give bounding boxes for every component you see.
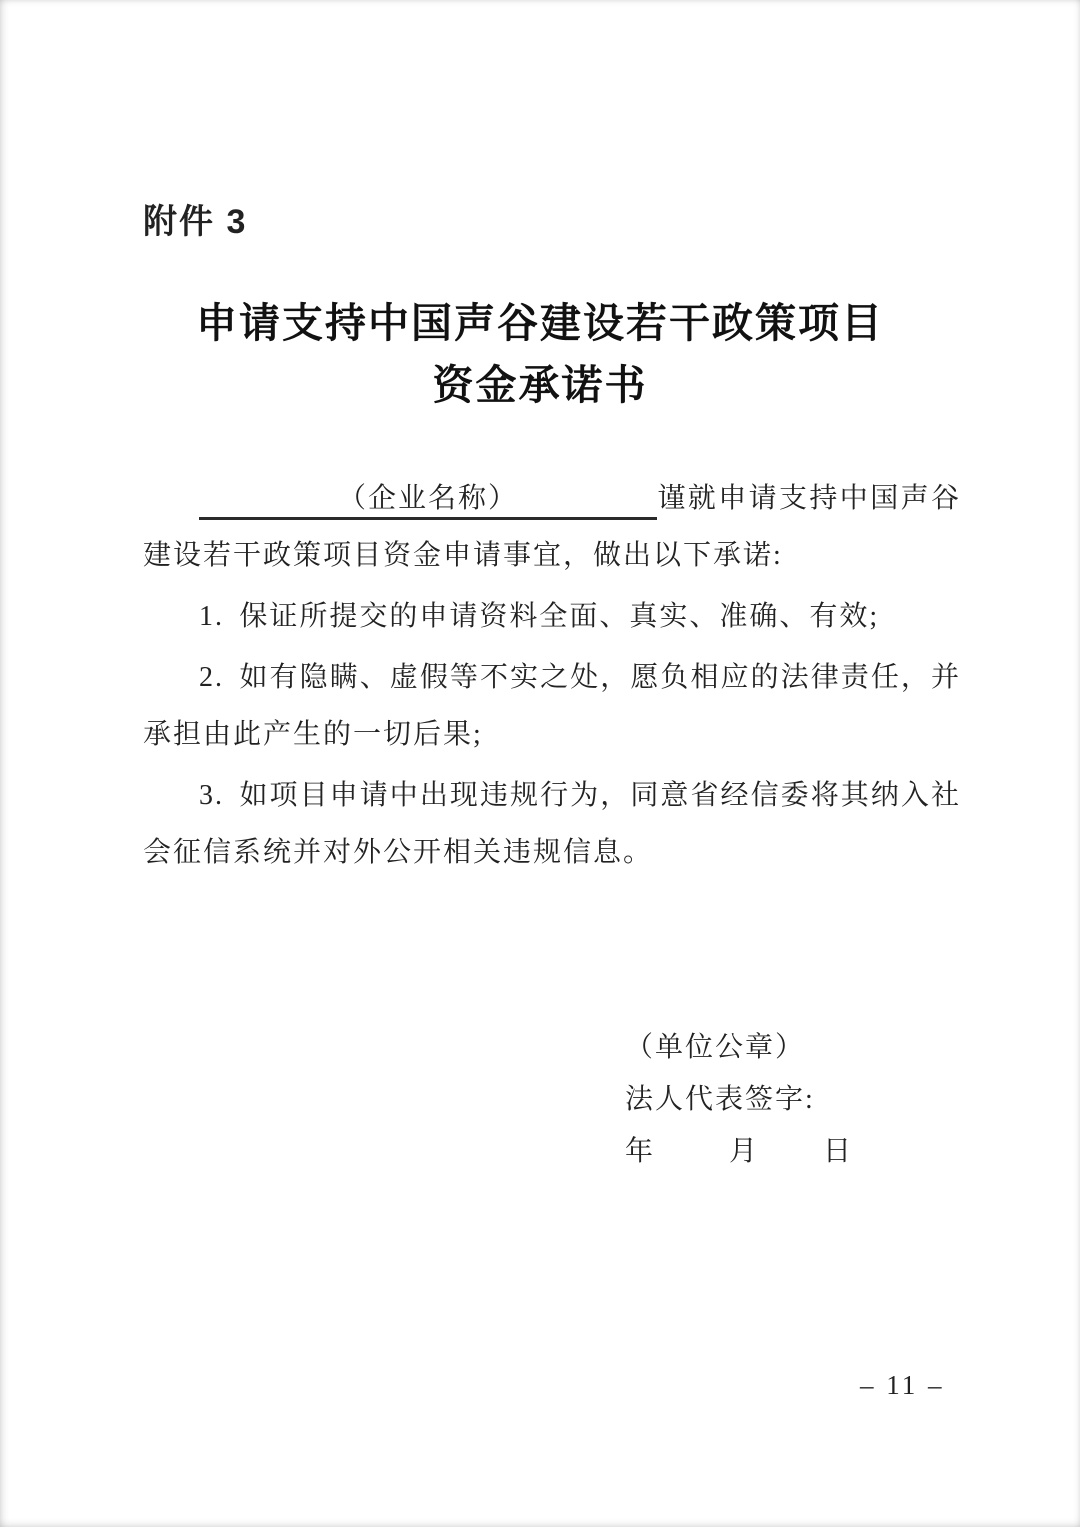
signature-block (625, 1022, 853, 1178)
title-line-2: 资金承诺书 (432, 362, 648, 408)
opening-text: 谨就申请支持中国声谷建设若干政策项目资金申请事宜，做出以下承诺: (143, 483, 961, 571)
company-name-blank-line (199, 481, 657, 520)
item-2-text: 如有隐瞒、虚假等不实之处，愿负相应的法律责任，并承担由此产生的一切后果; (143, 662, 961, 750)
company-name-placeholder: （企业名称） (337, 483, 518, 514)
item-2-number: 2. (199, 662, 224, 693)
date-line (625, 1126, 853, 1178)
commitment-item-2 (143, 649, 961, 763)
document-body (143, 470, 961, 885)
attachment-label: 附件 3 (143, 203, 248, 241)
commitment-item-3 (143, 767, 961, 881)
day-label: 日 (823, 1136, 854, 1167)
title-line-1: 申请支持中国声谷建设若干政策项目 (196, 300, 884, 346)
month-label: 月 (729, 1136, 760, 1167)
year-label: 年 (625, 1136, 656, 1167)
item-3-text: 如项目申请中出现违规行为，同意省经信委将其纳入社会征信系统并对外公开相关违规信息。 (143, 780, 961, 868)
signer-line: 法人代表签字: (625, 1084, 815, 1115)
item-1-text: 保证所提交的申请资料全面、真实、准确、有效; (239, 601, 880, 632)
item-3-number: 3. (199, 780, 224, 811)
item-1-number: 1. (199, 601, 224, 632)
document-title (0, 292, 1080, 416)
opening-paragraph (143, 470, 961, 584)
page-number: – 11 – (860, 1370, 945, 1400)
commitment-item-1 (143, 588, 961, 645)
seal-line: （单位公章） (625, 1032, 806, 1063)
